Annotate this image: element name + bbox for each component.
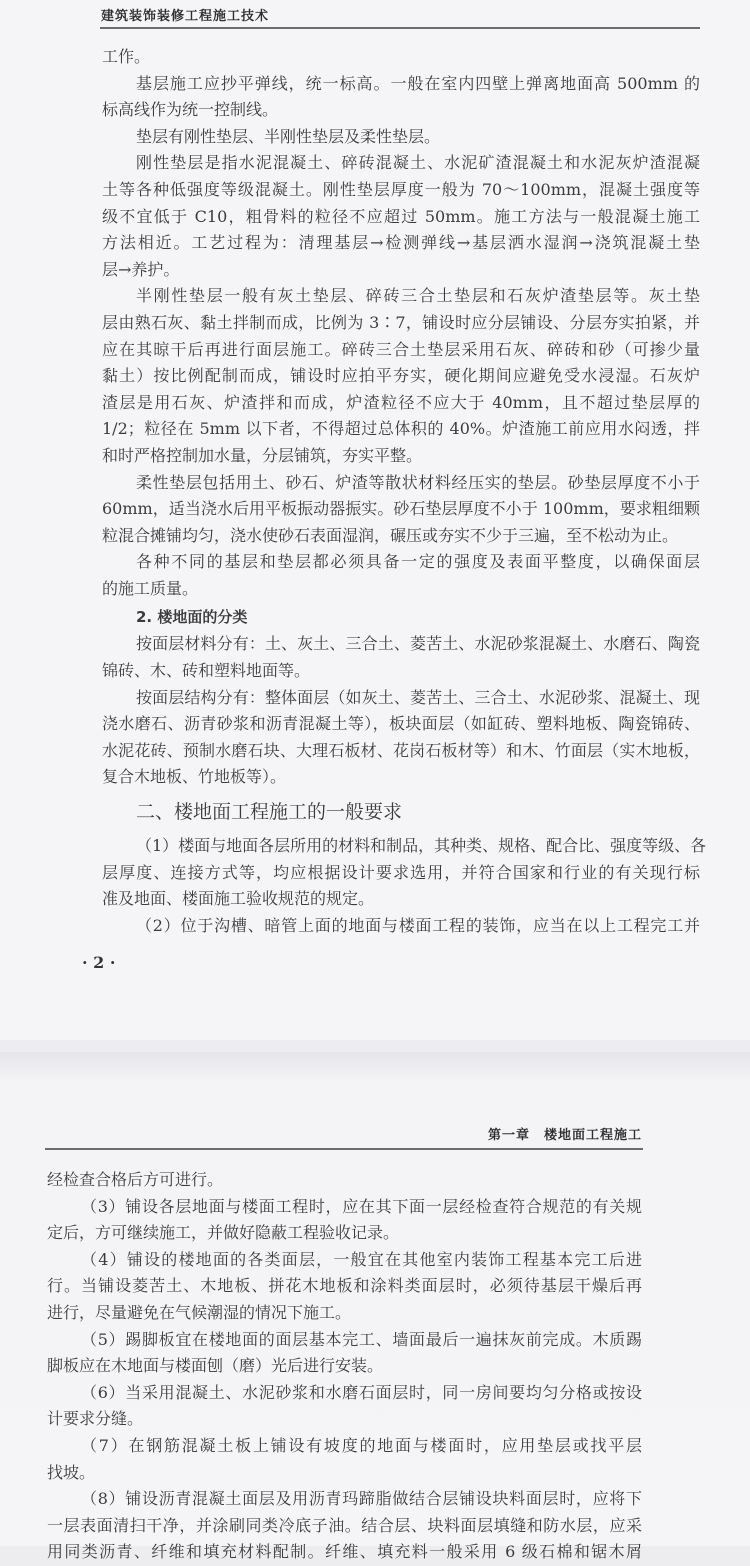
text-line: 粒混合摊铺均匀，浇水使砂石表面湿润，碾压或夯实不少于三遍，至不松动为止。 [102, 525, 679, 545]
page-number: · 2 · [82, 953, 116, 972]
text-line: 层由熟石灰、黏土拌制而成，比例为 3∶7，铺设时应分层铺设、分层夯实拍紧，并 [102, 312, 700, 332]
text-line: 锦砖、木、砖和塑料地面等。 [102, 661, 311, 681]
text-line: 按面层结构分有：整体面层（如灰土、菱苦土、三合土、水泥砂浆、混凝土、现 [136, 687, 700, 707]
text-line: 工作。 [102, 47, 151, 66]
text-line: 黏土）按比例配制而成，铺设时应拍平夯实，硬化期间应避免受水浸湿。石灰炉 [102, 366, 700, 386]
text-line: （2）位于沟槽、暗管上面的地面与楼面工程的装饰，应当在以上工程完工并 [136, 915, 700, 935]
text-line: （7）在钢筋混凝土板上铺设有坡度的地面与楼面时，应用垫层或找平层 [81, 1435, 642, 1455]
text-line: 用同类沥青、纤维和填充材料配制。纤维、填充料一般采用 6 级石棉和锯木屑 [47, 1542, 642, 1562]
subsection-heading: 2. 楼地面的分类 [136, 608, 248, 627]
text-line: 方法相近。工艺过程为：清理基层→检测弹线→基层洒水湿润→浇筑混凝土垫 [102, 233, 700, 253]
text-line: 一层表面清扫干净，并涂刷同类冷底子油。结合层、块料面层填缝和防水层，应采 [47, 1515, 642, 1535]
page-body [102, 44, 707, 939]
text-line: 级不宜低于 C10，粗骨料的粒径不应超过 50mm。施工方法与一般混凝土施工 [102, 206, 700, 226]
text-line: 标高线作为统一控制线。 [102, 100, 279, 120]
text-line: 各种不同的基层和垫层都必须具备一定的强度及表面平整度，以确保面层 [136, 552, 700, 572]
text-line: 1/2；粒径在 5mm 以下者，不得超过总体积的 40%。炉渣施工前应用水闷透，拌 [102, 419, 700, 439]
header-rule [100, 27, 700, 29]
running-header: 第一章 楼地面工程施工 [487, 1128, 642, 1143]
text-line: （3）铺设各层地面与楼面工程时，应在其下面一层经检查符合规范的有关规 [81, 1196, 642, 1216]
text-line: 应在其晾干后再进行面层施工。碎砖三合土垫层采用石灰、碎砖和砂（可掺少量 [102, 339, 700, 359]
text-line: （6）当采用混凝土、水泥砂浆和水磨石面层时，同一房间要均匀分格或按设 [81, 1382, 642, 1402]
text-line: 行。当铺设菱苦土、木地板、拼花木地板和涂料类面层时，必须待基层干燥后再 [47, 1276, 642, 1296]
text-line: 柔性垫层包括用土、砂石、炉渣等散状材料经压实的垫层。砂垫层厚度不小于 [136, 472, 700, 492]
section-heading: 二、楼地面工程施工的一般要求 [136, 801, 403, 824]
running-header: 建筑装饰装修工程施工技术 [101, 9, 270, 24]
text-line: 垫层有刚性垫层、半刚性垫层及柔性垫层。 [136, 126, 441, 146]
book-page-right [0, 1052, 750, 1562]
text-line: 半刚性垫层一般有灰土垫层、碎砖三合土垫层和石灰炉渣垫层等。灰土垫 [136, 286, 700, 306]
text-line: 层厚度、连接方式等，均应根据设计要求选用，并符合国家和行业的有关现行标 [102, 862, 700, 882]
text-line: 土等各种低强度等级混凝土。刚性垫层厚度一般为 70～100mm，混凝土强度等 [102, 179, 700, 199]
text-line: 找坡。 [47, 1462, 96, 1482]
text-line: 准及地面、楼面施工验收规范的规定。 [102, 889, 375, 909]
text-line: 刚性垫层是指水泥混凝土、碎砖混凝土、水泥矿渣混凝土和水泥灰炉渣混凝 [136, 153, 700, 173]
text-line: （8）铺设沥青混凝土面层及用沥青玛蹄脂做结合层铺设块料面层时，应将下 [81, 1489, 642, 1509]
header-rule [45, 1148, 643, 1150]
text-line: （4）铺设的楼地面的各类面层，一般宜在其他室内装饰工程基本完工后进 [81, 1249, 642, 1269]
text-line: 进行，尽量避免在气候潮湿的情况下施工。 [47, 1302, 352, 1322]
text-line: （5）踢脚板宜在楼地面的面层基本完工、墙面最后一遍抹灰前完成。木质踢 [81, 1329, 642, 1349]
text-line: （1）楼面与地面各层所用的材料和制品，其种类、规格、配合比、强度等级、各 [136, 836, 707, 856]
text-line: 和时严格控制加水量，分层铺筑，夯实平整。 [102, 445, 423, 465]
text-line: 计要求分缝。 [47, 1409, 144, 1429]
text-line: 基层施工应抄平弹线，统一标高。一般在室内四壁上弹离地面高 500mm 的 [136, 73, 700, 93]
text-line: 水泥花砖、预制水磨石块、大理石板材、花岗石板材等）和木、竹面层（实木地板， [102, 740, 700, 760]
text-line: 渣层是用石灰、炉渣拌和而成，炉渣粒径不应大于 40mm，且不超过垫层厚的 [102, 392, 700, 412]
text-line: 的施工质量。 [102, 578, 199, 598]
page-body [47, 1167, 642, 1566]
text-line: 60mm，适当浇水后用平板振动器振实。砂石垫层厚度不小于 100mm，要求粗细颗 [102, 499, 700, 519]
text-line: 脚板应在木地面与楼面刨（磨）光后进行安装。 [47, 1356, 384, 1376]
text-line: 定后，方可继续施工，并做好隐蔽工程验收记录。 [47, 1223, 400, 1243]
text-line: 复合木地板、竹地板等）。 [102, 767, 287, 787]
text-line: 经检查合格后方可进行。 [47, 1170, 224, 1189]
text-line: 浇水磨石、沥青砂浆和沥青混凝土等），板块面层（如缸砖、塑料地板、陶瓷锦砖、 [102, 714, 700, 734]
text-line: 按面层材料分有：土、灰土、三合土、菱苦土、水泥砂浆混凝土、水磨石、陶瓷 [136, 634, 700, 654]
text-line: 层→养护。 [102, 259, 180, 279]
